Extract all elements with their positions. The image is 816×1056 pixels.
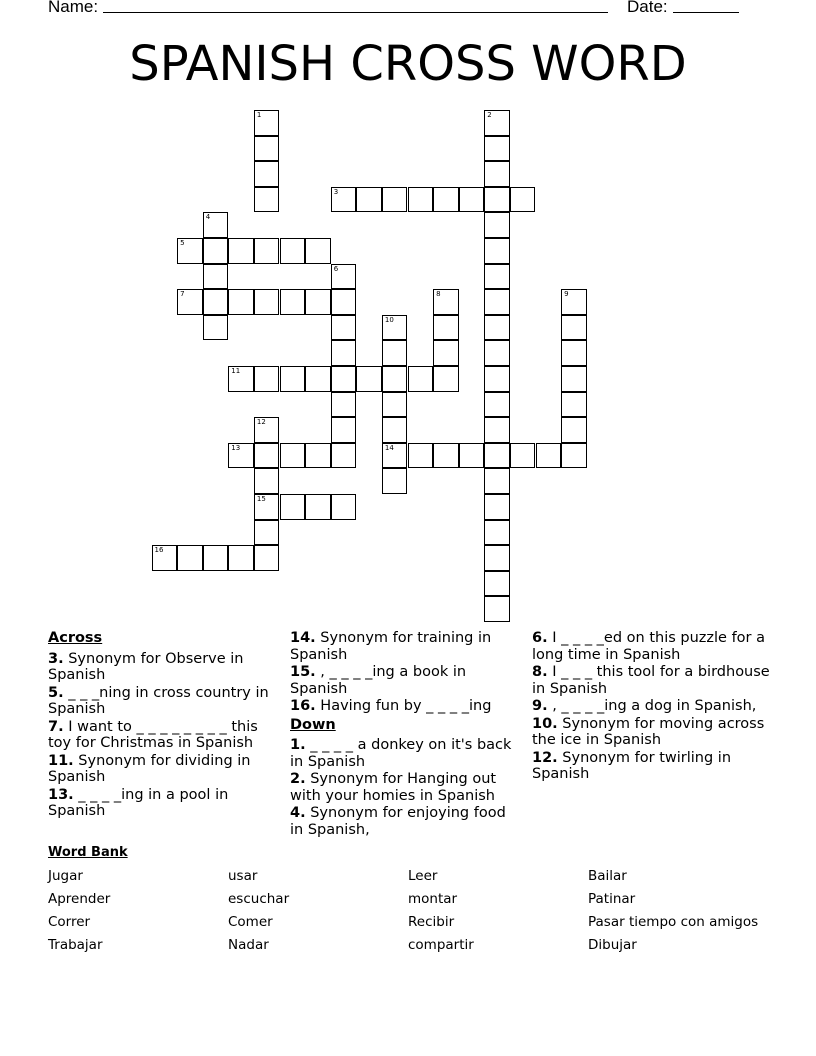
grid-cell[interactable] <box>484 468 510 494</box>
grid-cell[interactable] <box>561 417 587 443</box>
grid-cell[interactable] <box>254 136 280 162</box>
grid-cell[interactable] <box>254 545 280 571</box>
grid-cell[interactable] <box>484 545 510 571</box>
word-bank-item: usar <box>228 868 258 884</box>
grid-cell[interactable] <box>561 315 587 341</box>
grid-cell[interactable] <box>484 264 510 290</box>
grid-cell[interactable] <box>561 340 587 366</box>
clues-column-2 <box>290 630 515 839</box>
clue-number: 9 <box>564 290 569 299</box>
word-bank-heading: Word Bank <box>48 845 128 860</box>
clue-down-8: 8. I _ _ _ this tool for a birdhouse in Spanish <box>532 664 770 697</box>
grid-cell[interactable] <box>203 289 229 315</box>
grid-cell[interactable] <box>356 366 382 392</box>
grid-cell[interactable] <box>305 366 331 392</box>
grid-cell[interactable] <box>433 289 459 315</box>
grid-cell[interactable] <box>382 187 408 213</box>
word-bank-item: Patinar <box>588 891 636 907</box>
word-bank-item: Dibujar <box>588 937 637 953</box>
grid-cell[interactable] <box>484 366 510 392</box>
name-field-line[interactable] <box>103 12 608 13</box>
grid-cell[interactable] <box>459 187 485 213</box>
grid-cell[interactable] <box>331 366 357 392</box>
grid-cell[interactable] <box>484 340 510 366</box>
grid-cell[interactable] <box>484 289 510 315</box>
grid-cell[interactable] <box>305 238 331 264</box>
word-bank-item: Jugar <box>48 868 83 884</box>
grid-cell[interactable] <box>254 520 280 546</box>
clue-number: 2 <box>487 111 492 119</box>
grid-cell[interactable] <box>254 443 280 469</box>
grid-cell[interactable] <box>382 366 408 392</box>
clue-down-9: 9. , _ _ _ _ing a dog in Spanish, <box>532 698 757 714</box>
grid-cell[interactable] <box>484 238 510 264</box>
clue-number: 15 <box>256 495 266 503</box>
grid-cell[interactable] <box>254 110 280 136</box>
clue-number: 4 <box>205 213 211 222</box>
grid-cell[interactable] <box>254 417 280 443</box>
grid-cell[interactable] <box>484 494 510 520</box>
grid-cell[interactable] <box>331 289 357 315</box>
clue-across-14: 14. Synonym for training in Spanish <box>290 630 492 663</box>
grid-cell[interactable] <box>280 494 306 520</box>
clue-across-11: 11. Synonym for dividing in Spanish <box>48 752 251 785</box>
word-bank-item: Aprender <box>48 891 111 907</box>
grid-cell[interactable] <box>305 494 331 520</box>
grid-cell[interactable] <box>433 187 459 213</box>
grid-cell[interactable] <box>177 238 203 264</box>
clue-down-12: 12. Synonym for twirling in Spanish <box>532 749 732 782</box>
word-bank-item: Recibir <box>408 914 455 930</box>
grid-cell[interactable] <box>382 340 408 366</box>
clue-number: 10 <box>384 315 394 324</box>
grid-cell[interactable] <box>228 545 254 571</box>
grid-cell[interactable] <box>561 289 587 315</box>
grid-cell[interactable] <box>280 366 306 392</box>
grid-cell[interactable] <box>484 110 510 136</box>
grid-cell[interactable] <box>203 238 229 264</box>
clue-number: 7 <box>180 290 185 299</box>
grid-cell[interactable] <box>280 238 306 264</box>
grid-cell[interactable] <box>254 468 280 494</box>
grid-cell[interactable] <box>203 212 229 238</box>
clue-down-2: 2. Synonym for Hanging out with your homies in Spanish <box>290 771 497 804</box>
clue-across-13: 13. _ _ _ _ing in a pool in Spanish <box>48 786 229 819</box>
grid-cell[interactable] <box>408 443 434 469</box>
clue-number: 11 <box>231 367 241 375</box>
grid-cell[interactable] <box>382 417 408 443</box>
grid-cell[interactable] <box>484 161 510 187</box>
grid-cell[interactable] <box>331 340 357 366</box>
grid-cell[interactable] <box>484 315 510 341</box>
grid-cell[interactable] <box>254 161 280 187</box>
clue-number: 14 <box>384 443 394 452</box>
grid-cell[interactable] <box>152 545 178 571</box>
across-heading: Across <box>48 630 103 646</box>
word-bank-item: montar <box>408 891 458 907</box>
grid-cell[interactable] <box>228 366 254 392</box>
grid-cell[interactable] <box>254 289 280 315</box>
clues-column-3 <box>532 630 772 784</box>
grid-cell[interactable] <box>484 520 510 546</box>
grid-cell[interactable] <box>484 596 510 622</box>
clue-across-7: 7. I want to _ _ _ _ _ _ _ _ this toy for Christmas in Spanish <box>48 718 258 751</box>
word-bank-item: compartir <box>408 937 474 953</box>
grid-cell[interactable] <box>484 136 510 162</box>
clue-down-1: 1. _ _ _ _ a donkey on it's back in Spanish <box>290 737 512 770</box>
grid-cell[interactable] <box>484 443 510 469</box>
grid-cell[interactable] <box>280 443 306 469</box>
clue-down-10: 10. Synonym for moving across the ice in Spanish <box>532 715 765 748</box>
grid-cell[interactable] <box>203 264 229 290</box>
name-label: Name: <box>48 0 99 16</box>
word-bank-item: Pasar tiempo con amigos <box>588 914 759 930</box>
down-heading: Down <box>290 716 336 733</box>
grid-cell[interactable] <box>356 187 382 213</box>
clue-number: 3 <box>333 187 339 196</box>
grid-cell[interactable] <box>433 366 459 392</box>
word-bank-item: Comer <box>228 914 273 930</box>
grid-cell[interactable] <box>382 443 408 469</box>
grid-cell[interactable] <box>331 494 357 520</box>
grid-cell[interactable] <box>331 264 357 290</box>
grid-cell[interactable] <box>177 289 203 315</box>
grid-cell[interactable] <box>254 238 280 264</box>
clue-number: 6 <box>333 264 339 273</box>
grid-cell[interactable] <box>433 340 459 366</box>
page-title: SPANISH CROSS WORD <box>129 36 687 92</box>
clue-number: 13 <box>231 443 241 452</box>
grid-cell[interactable] <box>203 315 229 341</box>
clue-number: 1 <box>256 111 262 119</box>
word-bank-item: Nadar <box>228 937 269 953</box>
word-bank-item: Leer <box>408 868 438 884</box>
grid-cell[interactable] <box>484 392 510 418</box>
clue-number: 12 <box>256 418 266 427</box>
date-field-line[interactable] <box>673 12 739 13</box>
grid-cell[interactable] <box>305 289 331 315</box>
grid-cell[interactable] <box>561 392 587 418</box>
clue-number: 16 <box>154 546 164 555</box>
grid-cell[interactable] <box>177 545 203 571</box>
grid-cell[interactable] <box>331 417 357 443</box>
grid-cell[interactable] <box>331 187 357 213</box>
grid-cell[interactable] <box>433 443 459 469</box>
grid-cell[interactable] <box>561 443 587 469</box>
grid-cell[interactable] <box>459 443 485 469</box>
grid-cell[interactable] <box>203 545 229 571</box>
grid-cell[interactable] <box>228 289 254 315</box>
grid-cell[interactable] <box>408 366 434 392</box>
grid-cell[interactable] <box>510 443 536 469</box>
grid-cell[interactable] <box>561 366 587 392</box>
grid-cell[interactable] <box>484 212 510 238</box>
grid-cell[interactable] <box>510 187 536 213</box>
clue-across-3: 3. Synonym for Observe in Spanish <box>48 650 244 683</box>
grid-cell[interactable] <box>382 392 408 418</box>
clue-number: 8 <box>436 290 441 299</box>
grid-cell[interactable] <box>254 366 280 392</box>
grid-cell[interactable] <box>228 443 254 469</box>
grid-cell[interactable] <box>536 443 562 469</box>
word-bank-item: Bailar <box>588 868 627 884</box>
word-bank-item: Correr <box>48 914 91 930</box>
clue-across-15: 15. , _ _ _ _ing a book in Spanish <box>290 664 467 697</box>
word-bank-item: escuchar <box>228 891 290 907</box>
grid-cell[interactable] <box>254 187 280 213</box>
clue-across-16: 16. Having fun by _ _ _ _ing <box>290 698 492 714</box>
grid-cell[interactable] <box>484 417 510 443</box>
grid-cell[interactable] <box>408 187 434 213</box>
grid-cell[interactable] <box>280 289 306 315</box>
date-label: Date: <box>627 0 668 16</box>
grid-cell[interactable] <box>433 315 459 341</box>
grid-cell[interactable] <box>484 187 510 213</box>
grid-cell[interactable] <box>331 392 357 418</box>
clue-number: 5 <box>180 239 185 247</box>
grid-cell[interactable] <box>331 315 357 341</box>
grid-cell[interactable] <box>484 571 510 597</box>
clues-column-1 <box>48 630 278 821</box>
grid-cell[interactable] <box>228 238 254 264</box>
grid-cell[interactable] <box>254 494 280 520</box>
grid-cell[interactable] <box>331 443 357 469</box>
word-bank-item: Trabajar <box>48 937 103 953</box>
grid-cell[interactable] <box>382 315 408 341</box>
clue-down-4: 4. Synonym for enjoying food in Spanish, <box>290 805 506 838</box>
grid-cell[interactable] <box>305 443 331 469</box>
grid-cell[interactable] <box>382 468 408 494</box>
clue-across-5: 5. _ _ _ning in cross country in Spanish <box>48 684 269 717</box>
clue-down-6: 6. I _ _ _ _ed on this puzzle for a long time in Spanish <box>532 630 766 663</box>
